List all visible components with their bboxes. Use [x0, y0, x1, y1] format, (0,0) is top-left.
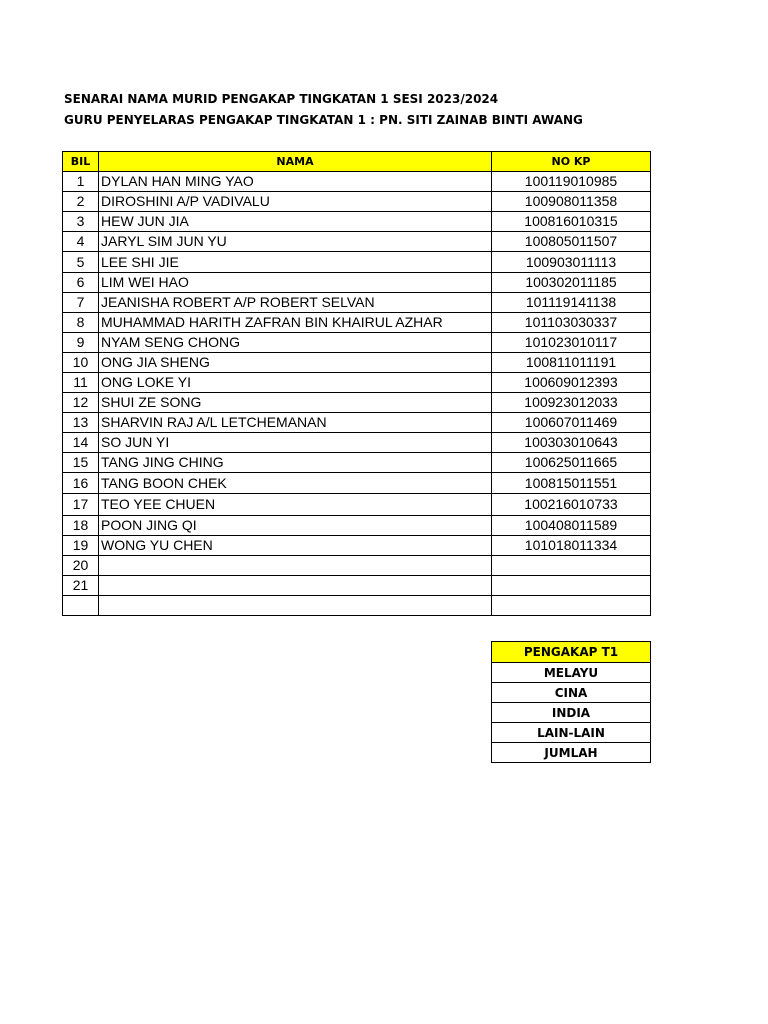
student-name-cell: MUHAMMAD HARITH ZAFRAN BIN KHAIRUL AZHAR — [99, 313, 492, 333]
table-row — [63, 232, 651, 252]
row-number-cell: 2 — [63, 192, 99, 212]
student-name-cell: ONG LOKE YI — [99, 373, 492, 393]
row-number-cell: 1 — [63, 172, 99, 192]
row-number-cell: 13 — [63, 413, 99, 433]
ic-number-cell — [492, 576, 651, 596]
summary-category-cell: INDIA — [492, 703, 651, 723]
student-table-body — [63, 172, 651, 616]
student-name-cell: TANG BOON CHEK — [99, 473, 492, 494]
student-name-cell: ONG JIA SHENG — [99, 353, 492, 373]
row-number-cell: 10 — [63, 353, 99, 373]
student-name-cell: JARYL SIM JUN YU — [99, 232, 492, 252]
summary-row — [492, 723, 651, 743]
ic-number-cell: 100903011113 — [492, 252, 651, 273]
student-name-cell — [99, 556, 492, 576]
header-bil: BIL — [63, 152, 99, 172]
ic-number-cell: 100302011185 — [492, 273, 651, 293]
ic-number-cell: 101103030337 — [492, 313, 651, 333]
row-number-cell: 12 — [63, 393, 99, 413]
student-name-cell — [99, 596, 492, 616]
header-nama: NAMA — [99, 152, 492, 172]
summary-header-row — [492, 642, 651, 663]
table-row — [63, 192, 651, 212]
row-number-cell: 14 — [63, 433, 99, 453]
table-row — [63, 252, 651, 273]
table-row — [63, 536, 651, 556]
summary-header: PENGAKAP T1 — [492, 642, 651, 663]
row-number-cell: 15 — [63, 453, 99, 473]
table-row — [63, 494, 651, 516]
row-number-cell: 9 — [63, 333, 99, 353]
student-name-cell: SHARVIN RAJ A/L LETCHEMANAN — [99, 413, 492, 433]
ic-number-cell: 100805011507 — [492, 232, 651, 252]
summary-table-body — [492, 663, 651, 763]
summary-table — [491, 641, 651, 763]
student-name-cell: HEW JUN JIA — [99, 212, 492, 232]
row-number-cell: 8 — [63, 313, 99, 333]
summary-category-cell: LAIN-LAIN — [492, 723, 651, 743]
table-row — [63, 373, 651, 393]
ic-number-cell: 100923012033 — [492, 393, 651, 413]
ic-number-cell — [492, 556, 651, 576]
table-row — [63, 556, 651, 576]
table-row — [63, 413, 651, 433]
table-row — [63, 313, 651, 333]
table-row — [63, 576, 651, 596]
table-row — [63, 393, 651, 413]
table-row — [63, 212, 651, 232]
student-name-cell: DIROSHINI A/P VADIVALU — [99, 192, 492, 212]
ic-number-cell: 100119010985 — [492, 172, 651, 192]
student-name-cell: LIM WEI HAO — [99, 273, 492, 293]
row-number-cell: 5 — [63, 252, 99, 273]
coordinator-line: GURU PENYELARAS PENGAKAP TINGKATAN 1 : PN. SITI ZAINAB BINTI AWANG — [64, 113, 583, 127]
student-table-header-row — [63, 152, 651, 172]
student-name-cell: TANG JING CHING — [99, 453, 492, 473]
summary-row — [492, 743, 651, 763]
row-number-cell: 11 — [63, 373, 99, 393]
ic-number-cell: 100908011358 — [492, 192, 651, 212]
summary-row — [492, 663, 651, 683]
student-name-cell: LEE SHI JIE — [99, 252, 492, 273]
ic-number-cell: 100216010733 — [492, 494, 651, 516]
student-name-cell: WONG YU CHEN — [99, 536, 492, 556]
ic-number-cell: 100609012393 — [492, 373, 651, 393]
ic-number-cell: 101023010117 — [492, 333, 651, 353]
row-number-cell — [63, 596, 99, 616]
student-name-cell: DYLAN HAN MING YAO — [99, 172, 492, 192]
student-name-cell: JEANISHA ROBERT A/P ROBERT SELVAN — [99, 293, 492, 313]
row-number-cell: 17 — [63, 494, 99, 516]
row-number-cell: 7 — [63, 293, 99, 313]
table-row — [63, 473, 651, 494]
summary-row — [492, 683, 651, 703]
ic-number-cell: 100625011665 — [492, 453, 651, 473]
student-name-cell: POON JING QI — [99, 516, 492, 536]
row-number-cell: 18 — [63, 516, 99, 536]
table-row — [63, 273, 651, 293]
student-table — [62, 151, 651, 616]
ic-number-cell — [492, 596, 651, 616]
table-row — [63, 596, 651, 616]
row-number-cell: 4 — [63, 232, 99, 252]
summary-row — [492, 703, 651, 723]
ic-number-cell: 100811011191 — [492, 353, 651, 373]
row-number-cell: 3 — [63, 212, 99, 232]
header-no-kp: NO KP — [492, 152, 651, 172]
row-number-cell: 21 — [63, 576, 99, 596]
student-name-cell — [99, 576, 492, 596]
ic-number-cell: 101119141138 — [492, 293, 651, 313]
student-name-cell: SO JUN YI — [99, 433, 492, 453]
table-row — [63, 453, 651, 473]
table-row — [63, 293, 651, 313]
summary-category-cell: JUMLAH — [492, 743, 651, 763]
ic-number-cell: 100408011589 — [492, 516, 651, 536]
ic-number-cell: 101018011334 — [492, 536, 651, 556]
summary-category-cell: MELAYU — [492, 663, 651, 683]
student-name-cell: NYAM SENG CHONG — [99, 333, 492, 353]
row-number-cell: 19 — [63, 536, 99, 556]
student-name-cell: TEO YEE CHUEN — [99, 494, 492, 516]
row-number-cell: 6 — [63, 273, 99, 293]
ic-number-cell: 100816010315 — [492, 212, 651, 232]
table-row — [63, 353, 651, 373]
document-title: SENARAI NAMA MURID PENGAKAP TINGKATAN 1 SESI 2023/2024 — [64, 92, 499, 106]
row-number-cell: 16 — [63, 473, 99, 494]
ic-number-cell: 100815011551 — [492, 473, 651, 494]
ic-number-cell: 100303010643 — [492, 433, 651, 453]
table-row — [63, 433, 651, 453]
row-number-cell: 20 — [63, 556, 99, 576]
table-row — [63, 333, 651, 353]
table-row — [63, 516, 651, 536]
table-row — [63, 172, 651, 192]
ic-number-cell: 100607011469 — [492, 413, 651, 433]
student-name-cell: SHUI ZE SONG — [99, 393, 492, 413]
summary-category-cell: CINA — [492, 683, 651, 703]
